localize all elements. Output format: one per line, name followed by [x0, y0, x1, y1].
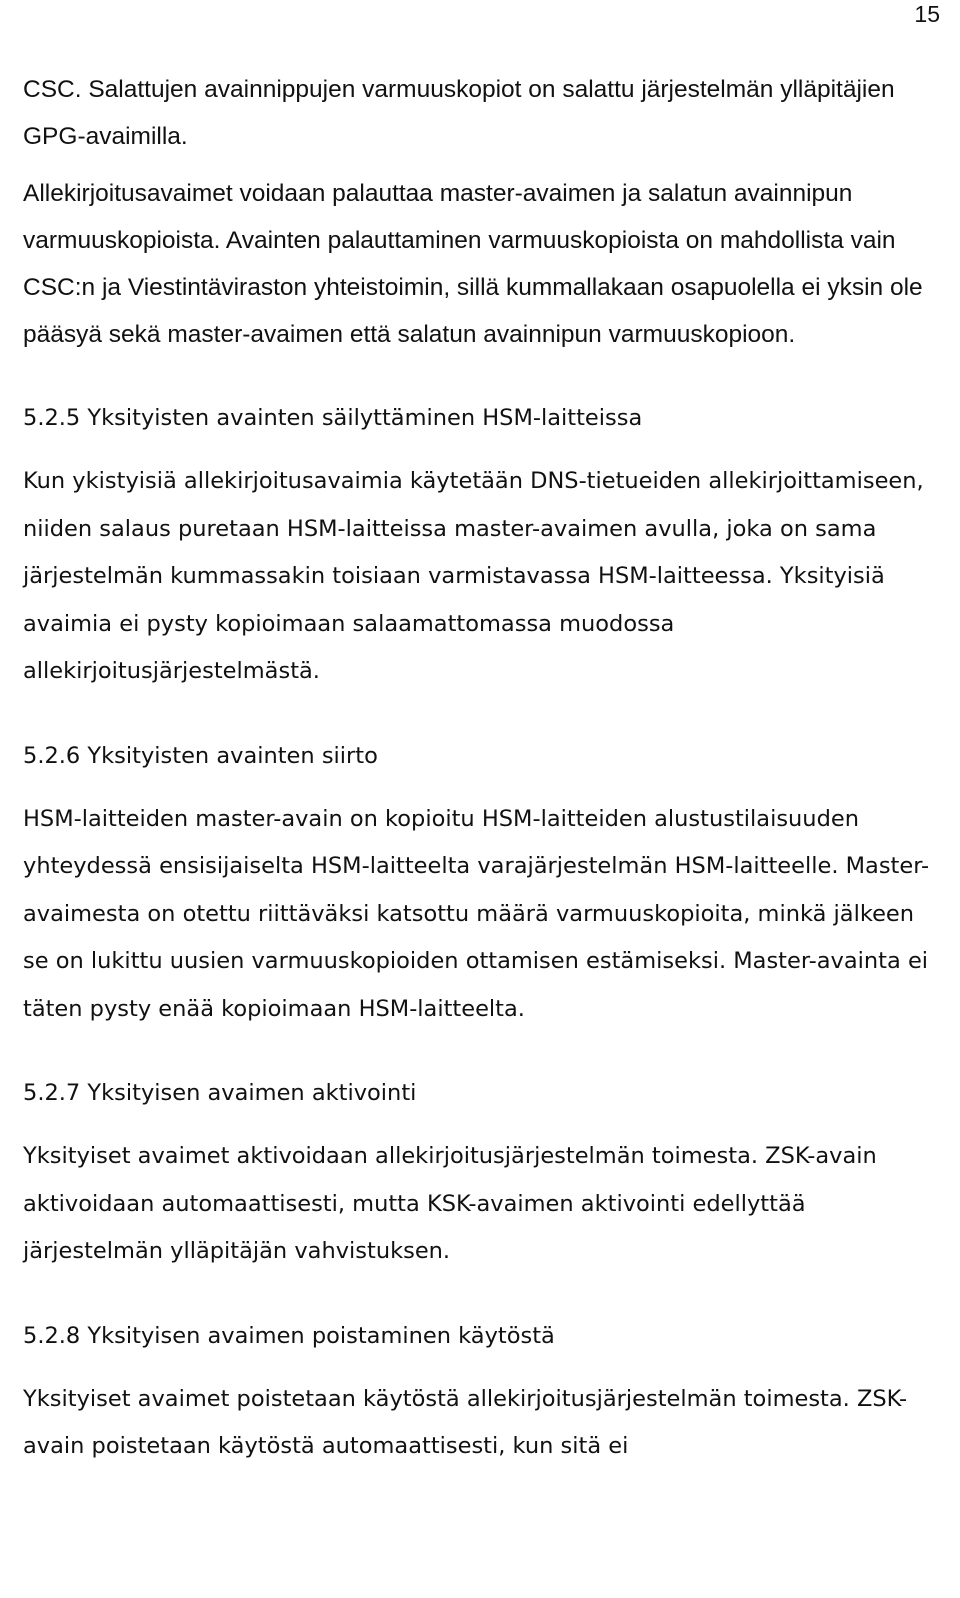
- intro-paragraph-1: CSC. Salattujen avainnippujen varmuuskopiot on salattu järjestelmän ylläpitäjien GPG-avaimilla.: [23, 76, 895, 150]
- document-body: [23, 66, 938, 1471]
- section-text-5-2-5: Kun ykistyisiä allekirjoitusavaimia käytetään DNS-tietueiden allekirjoittamiseen, niiden salaus puretaan HSM-laitteissa master-avaimen avulla, joka on sama järjestelmän kummassakin toisiaan varmistavassa HSM-laitteessa. Yksityisiä avaimia ei pysty kopioimaan salaamattomassa muodossa allekirjoitusjärjestelmästä.: [23, 468, 924, 684]
- section-heading-5-2-6: 5.2.6 Yksityisten avainten siirto: [23, 742, 378, 769]
- page-number: 15: [914, 1, 940, 27]
- section-heading-5-2-8: 5.2.8 Yksityisen avaimen poistaminen käytöstä: [23, 1322, 555, 1349]
- section-text-5-2-8: Yksityiset avaimet poistetaan käytöstä allekirjoitusjärjestelmän toimesta. ZSK-avain poistetaan käytöstä automaattisesti, kun sitä ei: [23, 1385, 908, 1459]
- section-heading-5-2-7: 5.2.7 Yksityisen avaimen aktivointi: [23, 1080, 417, 1106]
- section-text-5-2-6: HSM-laitteiden master-avain on kopioitu HSM-laitteiden alustustilaisuuden yhteydessä ensisijaiselta HSM-laitteelta varajärjestelmän HSM-laitteelle. Master-avaimesta on otettu riittäväksi katsottu määrä varmuuskopioita, minkä jälkeen se on lukittu uusien varmuuskopioiden ottamisen estämiseksi. Master-avainta ei täten pysty enää kopioimaan HSM-laitteelta.: [23, 805, 930, 1022]
- section-text-5-2-7: Yksityiset avaimet aktivoidaan allekirjoitusjärjestelmän toimesta. ZSK-avain aktivoidaan automaattisesti, mutta KSK-avaimen aktivointi edellyttää järjestelmän ylläpitäjän vahvistuksen.: [23, 1143, 877, 1264]
- intro-paragraph-2: Allekirjoitusavaimet voidaan palauttaa master-avaimen ja salatun avainnipun varmuuskopioista. Avainten palauttaminen varmuuskopioista on mahdollista vain CSC:n ja Viestintäviraston yhteistoimin, sillä kummallakaan osapuolella ei yksin ole pääsyä sekä master-avaimen että salatun avainnipun varmuuskopioon.: [23, 180, 923, 348]
- section-heading-5-2-5: 5.2.5 Yksityisten avainten säilyttäminen HSM-laitteissa: [23, 405, 643, 431]
